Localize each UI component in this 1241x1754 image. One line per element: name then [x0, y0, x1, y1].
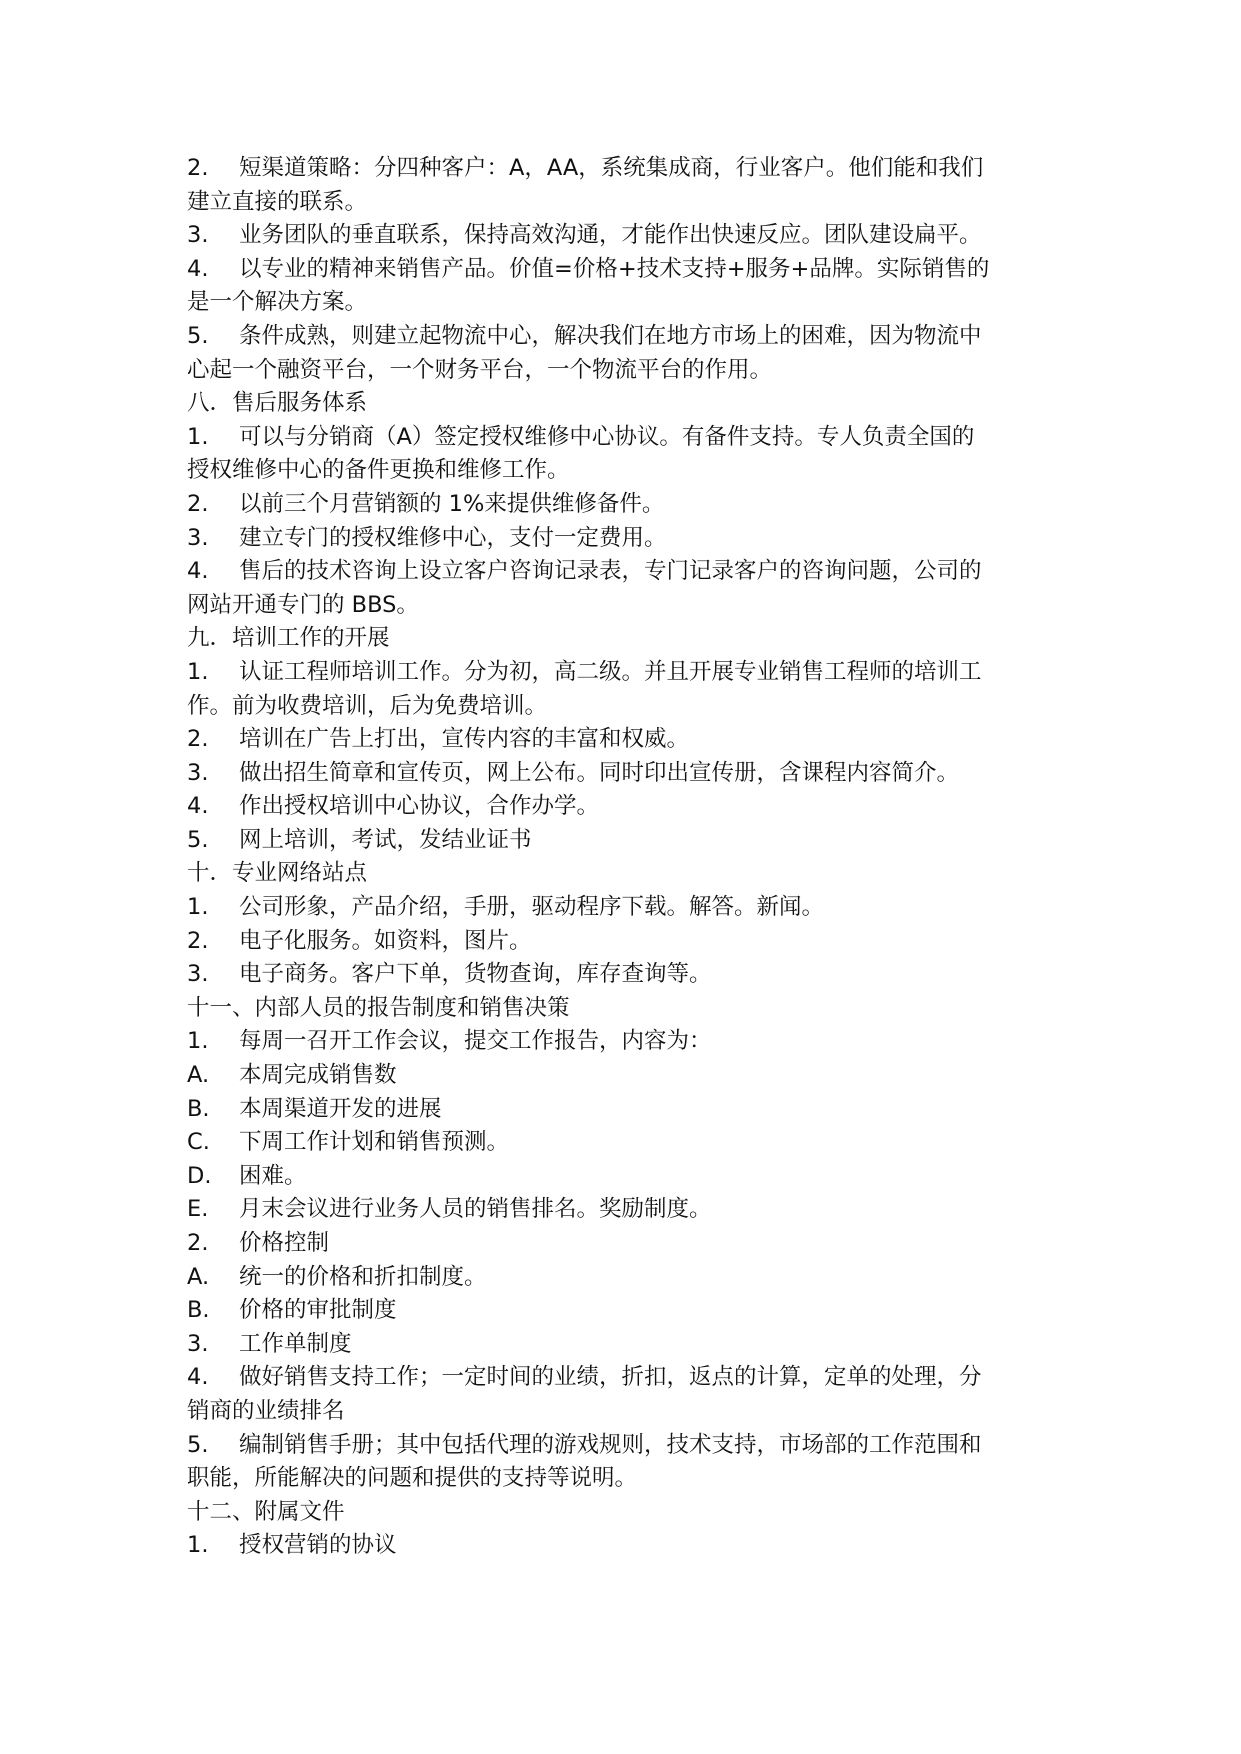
list-marker: 2.	[187, 927, 209, 954]
text-line	[187, 1093, 1057, 1127]
list-item-text: 统一的价格和折扣制度。	[239, 1263, 487, 1290]
paragraph-text: 网站开通专门的 BBS。	[187, 591, 419, 618]
text-line	[187, 790, 1057, 824]
list-marker: 4.	[187, 1364, 209, 1391]
list-item-text: 以前三个月营销额的 1%来提供维修备件。	[239, 490, 665, 517]
text-line	[187, 690, 1057, 724]
list-marker: 3.	[187, 759, 209, 786]
list-marker: 1.	[187, 894, 209, 921]
list-marker: B.	[187, 1095, 210, 1122]
text-line	[187, 354, 1057, 388]
list-item-text: 作出授权培训中心协议，合作办学。	[239, 793, 600, 820]
list-marker: 4.	[187, 793, 209, 820]
text-line	[187, 857, 1057, 891]
text-line	[187, 1227, 1057, 1261]
text-line	[187, 757, 1057, 791]
text-line	[187, 186, 1057, 220]
text-line	[187, 522, 1057, 556]
list-item-text: 每周一召开工作会议，提交工作报告，内容为：	[239, 1028, 712, 1055]
text-line	[187, 1160, 1057, 1194]
list-item-text: 短渠道策略：分四种客户：A，AA，系统集成商，行业客户。他们能和我们	[239, 155, 984, 181]
text-line	[187, 1429, 1057, 1463]
text-line	[187, 723, 1057, 757]
text-line	[187, 1025, 1057, 1059]
paragraph-text: 十．专业网络站点	[187, 860, 368, 887]
text-line	[187, 1529, 1057, 1563]
paragraph-text: 十二、附属文件	[187, 1498, 345, 1525]
list-item-text: 工作单制度	[239, 1330, 352, 1357]
text-line	[187, 253, 1057, 287]
text-line	[187, 219, 1057, 253]
text-line	[187, 1294, 1057, 1328]
document-body	[187, 152, 1057, 1563]
text-line	[187, 286, 1057, 320]
text-line	[187, 387, 1057, 421]
text-line	[187, 656, 1057, 690]
list-item-text: 网上培训，考试，发结业证书	[239, 826, 532, 853]
text-line	[187, 1059, 1057, 1093]
list-item-text: 编制销售手册；其中包括代理的游戏规则，技术支持，市场部的工作范围和	[239, 1431, 982, 1458]
text-line	[187, 622, 1057, 656]
list-item-text: 可以与分销商（A）签定授权维修中心协议。有备件支持。专人负责全国的	[239, 423, 975, 450]
list-marker: 3.	[187, 524, 209, 551]
list-marker: 5.	[187, 322, 209, 349]
list-marker: E.	[187, 1196, 209, 1223]
text-line	[187, 555, 1057, 589]
list-marker: 3.	[187, 961, 209, 988]
list-marker: 2.	[187, 726, 209, 753]
paragraph-text: 作。前为收费培训，后为免费培训。	[187, 692, 548, 719]
list-marker: 5.	[187, 1431, 209, 1458]
list-item-text: 认证工程师培训工作。分为初，高二级。并且开展专业销售工程师的培训工	[239, 658, 982, 685]
text-line	[187, 1261, 1057, 1295]
text-line	[187, 589, 1057, 623]
list-marker: 2.	[187, 1230, 209, 1256]
paragraph-text: 授权维修中心的备件更换和维修工作。	[187, 457, 570, 484]
list-marker: 1.	[187, 1532, 209, 1559]
list-marker: 1.	[187, 1028, 209, 1055]
list-item-text: 授权营销的协议	[239, 1532, 397, 1559]
list-item-text: 月末会议进行业务人员的销售排名。奖励制度。	[239, 1196, 712, 1223]
paragraph-text: 心起一个融资平台，一个财务平台，一个物流平台的作用。	[187, 356, 773, 383]
paragraph-text: 八．售后服务体系	[187, 390, 368, 417]
list-marker: 5.	[187, 826, 209, 853]
text-line	[187, 1361, 1057, 1395]
list-marker: D.	[187, 1162, 212, 1189]
paragraph-text: 职能，所能解决的问题和提供的支持等说明。	[187, 1465, 638, 1492]
list-item-text: 做好销售支持工作；一定时间的业绩，折扣，返点的计算，定单的处理，分	[239, 1364, 982, 1391]
list-marker: C.	[187, 1129, 210, 1156]
list-item-text: 电子商务。客户下单，货物查询，库存查询等。	[239, 961, 712, 988]
list-item-text: 业务团队的垂直联系，保持高效沟通，才能作出快速反应。团队建设扁平。	[239, 222, 982, 249]
list-item-text: 价格控制	[239, 1230, 330, 1256]
list-item-text: 本周完成销售数	[239, 1062, 397, 1089]
text-line	[187, 454, 1057, 488]
text-line	[187, 958, 1057, 992]
text-line	[187, 1496, 1057, 1530]
text-line	[187, 1462, 1057, 1496]
text-line	[187, 1395, 1057, 1429]
list-item-text: 本周渠道开发的进展	[239, 1095, 442, 1122]
list-item-text: 以专业的精神来销售产品。价值=价格+技术支持+服务+品牌。实际销售的	[239, 255, 990, 282]
list-marker: 2.	[187, 155, 209, 181]
list-item-text: 做出招生简章和宣传页，网上公布。同时印出宣传册，含课程内容简介。	[239, 759, 960, 786]
list-item-text: 条件成熟，则建立起物流中心，解决我们在地方市场上的困难，因为物流中	[239, 322, 982, 349]
paragraph-text: 是一个解决方案。	[187, 289, 368, 316]
list-item-text: 公司形象，产品介绍，手册，驱动程序下载。解答。新闻。	[239, 894, 825, 921]
list-item-text: 售后的技术咨询上设立客户咨询记录表，专门记录客户的咨询问题，公司的	[239, 558, 982, 585]
text-line	[187, 1193, 1057, 1227]
text-line	[187, 421, 1057, 455]
list-marker: B.	[187, 1297, 210, 1324]
text-line	[187, 1328, 1057, 1362]
list-marker: 4.	[187, 255, 209, 282]
list-marker: 3.	[187, 222, 209, 249]
text-line	[187, 925, 1057, 959]
paragraph-text: 建立直接的联系。	[187, 188, 368, 215]
list-item-text: 建立专门的授权维修中心，支付一定费用。	[239, 524, 667, 551]
text-line	[187, 1126, 1057, 1160]
text-line	[187, 152, 1057, 186]
list-item-text: 价格的审批制度	[239, 1297, 397, 1324]
list-marker: 2.	[187, 490, 209, 517]
text-line	[187, 992, 1057, 1026]
list-marker: 1.	[187, 423, 209, 450]
list-marker: 3.	[187, 1330, 209, 1357]
list-item-text: 培训在广告上打出，宣传内容的丰富和权威。	[239, 726, 690, 753]
paragraph-text: 十一、内部人员的报告制度和销售决策	[187, 994, 570, 1021]
text-line	[187, 320, 1057, 354]
text-line	[187, 891, 1057, 925]
paragraph-text: 九．培训工作的开展	[187, 625, 390, 652]
text-line	[187, 488, 1057, 522]
list-item-text: 困难。	[239, 1162, 307, 1189]
list-item-text: 下周工作计划和销售预测。	[239, 1129, 510, 1156]
list-marker: A.	[187, 1062, 210, 1089]
list-item-text: 电子化服务。如资料，图片。	[239, 927, 532, 954]
list-marker: 1.	[187, 658, 209, 685]
text-line	[187, 824, 1057, 858]
paragraph-text: 销商的业绩排名	[187, 1397, 345, 1424]
list-marker: A.	[187, 1263, 210, 1290]
list-marker: 4.	[187, 558, 209, 585]
